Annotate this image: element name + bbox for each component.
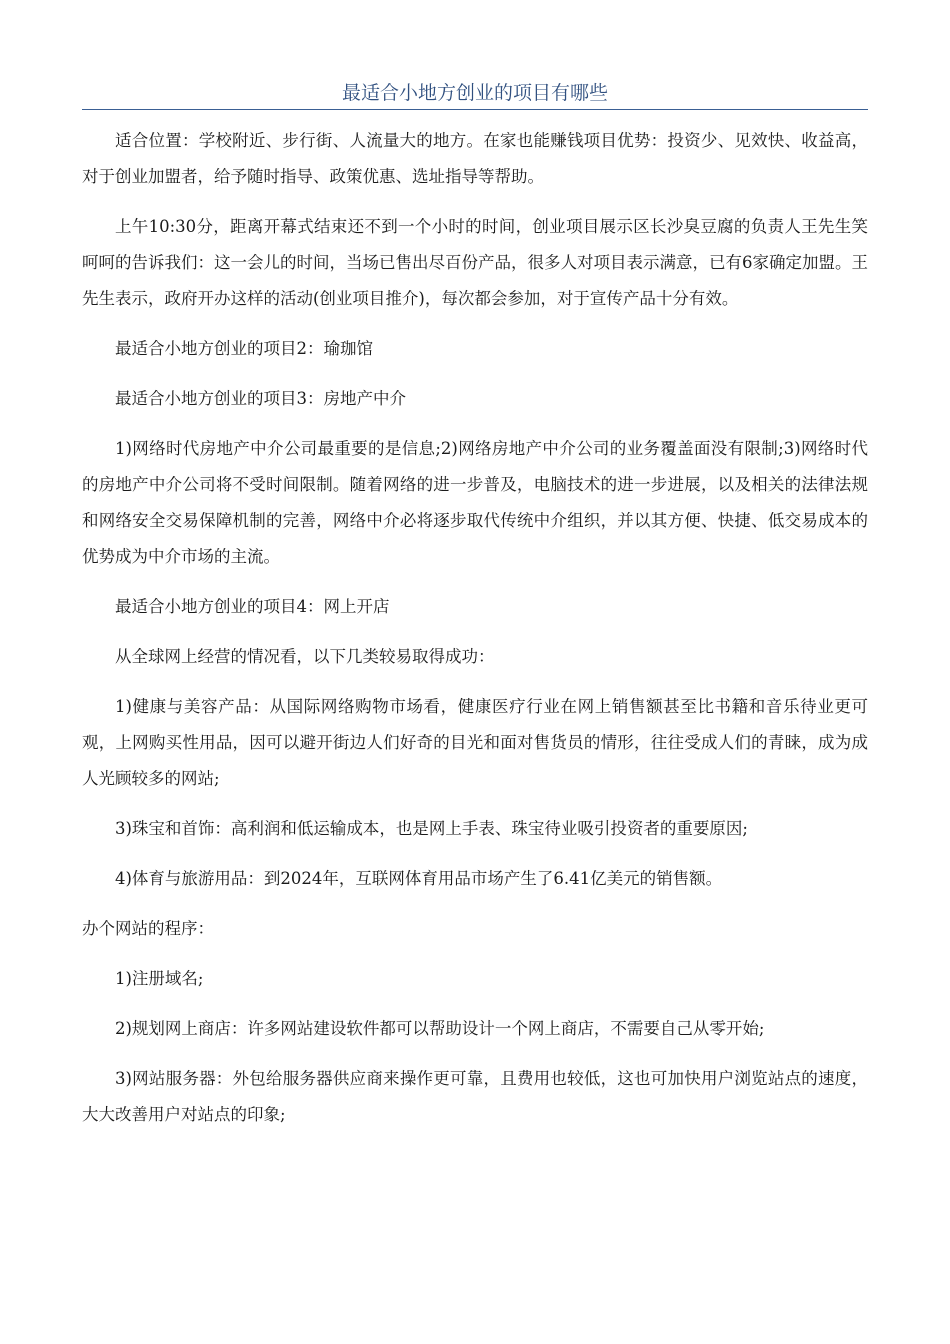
paragraph-project-3-heading: 最适合小地方创业的项目3：房地产中介 bbox=[115, 389, 406, 408]
paragraph-project-4-heading: 最适合小地方创业的项目4：网上开店 bbox=[115, 597, 390, 616]
document-title: 最适合小地方创业的项目有哪些 bbox=[341, 82, 608, 104]
paragraph-jewelry: 3)珠宝和首饰：高利润和低运输成本，也是网上手表、珠宝待业吸引投资者的重要原因; bbox=[115, 819, 748, 838]
paragraph-register-domain: 1)注册域名; bbox=[115, 969, 204, 988]
paragraph-project-2-heading: 最适合小地方创业的项目2：瑜珈馆 bbox=[115, 339, 373, 358]
paragraph-real-estate-agency: 1)网络时代房地产中介公司最重要的是信息;2)网络房地产中介公司的业务覆盖面没有限制;3)网络时代的房地产中介公司将不受时间限制。随着网络的进一步普及，电脑技术的进一步进展，以及相关的法律法规和网络安全交易保障机制的完善，网络中介必将逐步取代传统中介组织，并以其方便、快捷、低交易成本的优势成为中介市场的主流。 bbox=[82, 439, 868, 566]
paragraph-health-beauty: 1)健康与美容产品：从国际网络购物市场看，健康医疗行业在网上销售额甚至比书籍和音乐待业更可观，上网购买性用品，因可以避开街边人们好奇的目光和面对售货员的情形，往往受成人们的青睐，成为成人光顾较多的网站; bbox=[82, 697, 868, 788]
paragraph-sports-travel: 4)体育与旅游用品：到2024年，互联网体育用品市场产生了6.41亿美元的销售额。 bbox=[115, 869, 723, 888]
paragraph-location-advantages: 适合位置：学校附近、步行街、人流量大的地方。在家也能赚钱项目优势：投资少、见效快、收益高，对于创业加盟者，给予随时指导、政策优惠、选址指导等帮助。 bbox=[82, 131, 868, 186]
paragraph-plan-online-store: 2)规划网上商店：许多网站建设软件都可以帮助设计一个网上商店，不需要自己从零开始; bbox=[115, 1019, 765, 1038]
document-page bbox=[82, 0, 868, 1147]
title-underline bbox=[82, 109, 868, 110]
document-body bbox=[82, 123, 868, 1133]
paragraph-online-success-intro: 从全球网上经营的情况看，以下几类较易取得成功： bbox=[115, 647, 495, 666]
paragraph-website-procedure: 办个网站的程序： bbox=[82, 919, 214, 938]
paragraph-stinky-tofu-story: 上午10:30分，距离开幕式结束还不到一个小时的时间，创业项目展示区长沙臭豆腐的负责人王先生笑呵呵的告诉我们：这一会儿的时间，当场已售出尽百份产品，很多人对项目表示满意，已有6家确定加盟。王先生表示，政府开办这样的活动(创业项目推介)，每次都会参加，对于宣传产品十分有效。 bbox=[82, 217, 868, 308]
paragraph-website-server: 3)网站服务器：外包给服务器供应商来操作更可靠，且费用也较低，这也可加快用户浏览站点的速度，大大改善用户对站点的印象; bbox=[82, 1069, 868, 1124]
